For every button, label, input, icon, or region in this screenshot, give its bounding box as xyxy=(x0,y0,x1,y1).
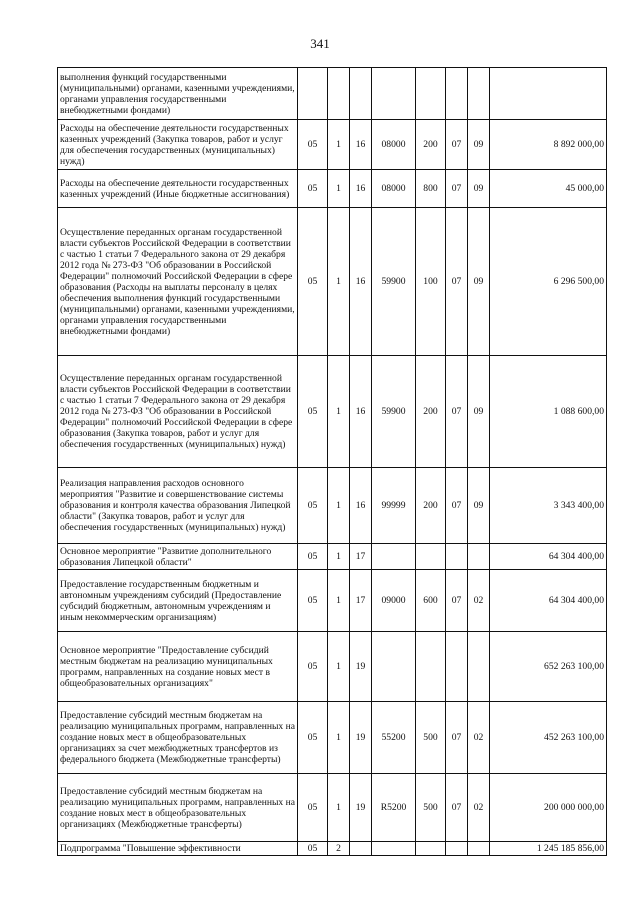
cell-expense-type: 500 xyxy=(416,774,446,842)
cell-subprogram: 1 xyxy=(328,570,350,632)
row-description: Основное мероприятие "Развитие дополнительного образования Липецкой области" xyxy=(58,544,298,570)
cell-direction: 59900 xyxy=(372,356,416,468)
cell-subprogram: 2 xyxy=(328,842,350,856)
cell-subsection: 09 xyxy=(468,468,490,544)
table-row xyxy=(58,468,607,544)
cell-section: 07 xyxy=(446,208,468,356)
cell-section xyxy=(446,544,468,570)
cell-direction: R5200 xyxy=(372,774,416,842)
cell-expense-type: 100 xyxy=(416,208,446,356)
cell-subprogram: 1 xyxy=(328,356,350,468)
table-row xyxy=(58,208,607,356)
cell-amount: 64 304 400,00 xyxy=(490,544,607,570)
table-row xyxy=(58,544,607,570)
cell-direction xyxy=(372,544,416,570)
table-row xyxy=(58,774,607,842)
cell-expense-type xyxy=(416,68,446,120)
row-description: Реализация направления расходов основного мероприятия "Развитие и совершенствование системы образования и контроля качества образования Липецкой области" (Закупка товаров, работ и услуг для обеспечения государственных (муниципальных) нужд) xyxy=(58,468,298,544)
cell-program: 05 xyxy=(298,774,328,842)
cell-expense-type: 500 xyxy=(416,702,446,774)
row-description: Осуществление переданных органам государственной власти субъектов Российской Федерации в соответствии с частью 1 статьи 7 Федерального закона от 29 декабря 2012 года № 273-ФЗ "Об образовании в Российской Федерации" полномочий Российской Федерации в сфере образования (Закупка товаров, работ и услуг для обеспечения государственных (муниципальных) нужд) xyxy=(58,356,298,468)
cell-section: 07 xyxy=(446,702,468,774)
cell-direction xyxy=(372,632,416,702)
cell-subprogram: 1 xyxy=(328,120,350,170)
cell-section xyxy=(446,842,468,856)
cell-subprogram xyxy=(328,68,350,120)
cell-section: 07 xyxy=(446,468,468,544)
cell-amount: 8 892 000,00 xyxy=(490,120,607,170)
cell-subsection: 02 xyxy=(468,570,490,632)
cell-subsection xyxy=(468,544,490,570)
cell-section xyxy=(446,632,468,702)
cell-subprogram: 1 xyxy=(328,170,350,208)
table-row xyxy=(58,68,607,120)
cell-subprogram: 1 xyxy=(328,468,350,544)
row-description: Расходы на обеспечение деятельности государственных казенных учреждений (Закупка товаров, работ и услуг для обеспечения государственных (муниципальных) нужд) xyxy=(58,120,298,170)
cell-direction: 99999 xyxy=(372,468,416,544)
cell-subsection: 09 xyxy=(468,356,490,468)
table-row xyxy=(58,170,607,208)
page-number: 341 xyxy=(310,36,330,51)
cell-subprogram: 1 xyxy=(328,632,350,702)
cell-program: 05 xyxy=(298,544,328,570)
cell-section xyxy=(446,68,468,120)
cell-expense-type: 200 xyxy=(416,120,446,170)
cell-subsection xyxy=(468,68,490,120)
cell-measure: 16 xyxy=(350,120,372,170)
cell-expense-type xyxy=(416,544,446,570)
cell-program: 05 xyxy=(298,632,328,702)
cell-subprogram: 1 xyxy=(328,544,350,570)
cell-direction: 08000 xyxy=(372,120,416,170)
cell-program xyxy=(298,68,328,120)
cell-program: 05 xyxy=(298,842,328,856)
cell-subsection: 02 xyxy=(468,702,490,774)
cell-amount: 452 263 100,00 xyxy=(490,702,607,774)
cell-expense-type: 800 xyxy=(416,170,446,208)
cell-subprogram: 1 xyxy=(328,702,350,774)
cell-measure: 19 xyxy=(350,774,372,842)
cell-section: 07 xyxy=(446,170,468,208)
table-row xyxy=(58,120,607,170)
budget-table xyxy=(57,67,607,856)
row-description: Расходы на обеспечение деятельности государственных казенных учреждений (Иные бюджетные ассигнования) xyxy=(58,170,298,208)
row-description: Предоставление субсидий местным бюджетам на реализацию муниципальных программ, направленных на создание новых мест в общеобразовательных организациях за счет межбюджетных трансфертов из федерального бюджета (Межбюджетные трансферты) xyxy=(58,702,298,774)
cell-direction: 59900 xyxy=(372,208,416,356)
cell-program: 05 xyxy=(298,468,328,544)
cell-measure: 19 xyxy=(350,632,372,702)
row-description: Основное мероприятие "Предоставление субсидий местным бюджетам на реализацию муниципальных программ, направленных на создание новых мест в общеобразовательных организациях" xyxy=(58,632,298,702)
row-description: выполнения функций государственными (муниципальными) органами, казенными учреждениями, органами управления государственными внебюджетными фондами) xyxy=(58,68,298,120)
cell-amount: 200 000 000,00 xyxy=(490,774,607,842)
cell-subsection: 09 xyxy=(468,170,490,208)
row-description: Предоставление государственным бюджетным и автономным учреждениям субсидий (Предоставление субсидий бюджетным, автономным учреждениям и иным некоммерческим организациям) xyxy=(58,570,298,632)
cell-section: 07 xyxy=(446,774,468,842)
cell-amount: 64 304 400,00 xyxy=(490,570,607,632)
cell-amount: 3 343 400,00 xyxy=(490,468,607,544)
cell-amount xyxy=(490,68,607,120)
cell-expense-type: 600 xyxy=(416,570,446,632)
cell-section: 07 xyxy=(446,120,468,170)
cell-measure: 16 xyxy=(350,468,372,544)
cell-section: 07 xyxy=(446,570,468,632)
cell-measure: 17 xyxy=(350,570,372,632)
cell-measure: 19 xyxy=(350,702,372,774)
cell-expense-type xyxy=(416,632,446,702)
cell-program: 05 xyxy=(298,570,328,632)
cell-direction xyxy=(372,68,416,120)
table-row xyxy=(58,356,607,468)
cell-section: 07 xyxy=(446,356,468,468)
cell-subprogram: 1 xyxy=(328,208,350,356)
cell-expense-type: 200 xyxy=(416,468,446,544)
row-description: Предоставление субсидий местным бюджетам на реализацию муниципальных программ, направленных на создание новых мест в общеобразовательных организациях (Межбюджетные трансферты) xyxy=(58,774,298,842)
cell-subsection: 09 xyxy=(468,120,490,170)
cell-measure: 16 xyxy=(350,170,372,208)
cell-expense-type xyxy=(416,842,446,856)
cell-program: 05 xyxy=(298,208,328,356)
cell-direction: 09000 xyxy=(372,570,416,632)
cell-subsection xyxy=(468,842,490,856)
cell-amount: 45 000,00 xyxy=(490,170,607,208)
cell-subprogram: 1 xyxy=(328,774,350,842)
table-row xyxy=(58,702,607,774)
cell-amount: 1 245 185 856,00 xyxy=(490,842,607,856)
table-row xyxy=(58,632,607,702)
cell-program: 05 xyxy=(298,356,328,468)
cell-subsection: 09 xyxy=(468,208,490,356)
cell-amount: 1 088 600,00 xyxy=(490,356,607,468)
cell-amount: 6 296 500,00 xyxy=(490,208,607,356)
cell-measure: 17 xyxy=(350,544,372,570)
cell-measure: 16 xyxy=(350,356,372,468)
cell-measure xyxy=(350,842,372,856)
cell-subsection: 02 xyxy=(468,774,490,842)
cell-direction: 08000 xyxy=(372,170,416,208)
cell-measure xyxy=(350,68,372,120)
cell-program: 05 xyxy=(298,120,328,170)
cell-direction: 55200 xyxy=(372,702,416,774)
cell-measure: 16 xyxy=(350,208,372,356)
cell-expense-type: 200 xyxy=(416,356,446,468)
cell-direction xyxy=(372,842,416,856)
cell-amount: 652 263 100,00 xyxy=(490,632,607,702)
row-description: Осуществление переданных органам государственной власти субъектов Российской Федерации в соответствии с частью 1 статьи 7 Федерального закона от 29 декабря 2012 года № 273-ФЗ "Об образовании в Российской Федерации" полномочий Российской Федерации в сфере образования (Расходы на выплаты персоналу в целях обеспечения выполнения функций государственными (муниципальными) органами, казенными учреждениями, органами управления государственными внебюджетными фондами) xyxy=(58,208,298,356)
cell-program: 05 xyxy=(298,702,328,774)
row-description: Подпрограмма "Повышение эффективности xyxy=(58,842,298,856)
table-row xyxy=(58,842,607,856)
cell-program: 05 xyxy=(298,170,328,208)
cell-subsection xyxy=(468,632,490,702)
table-row xyxy=(58,570,607,632)
